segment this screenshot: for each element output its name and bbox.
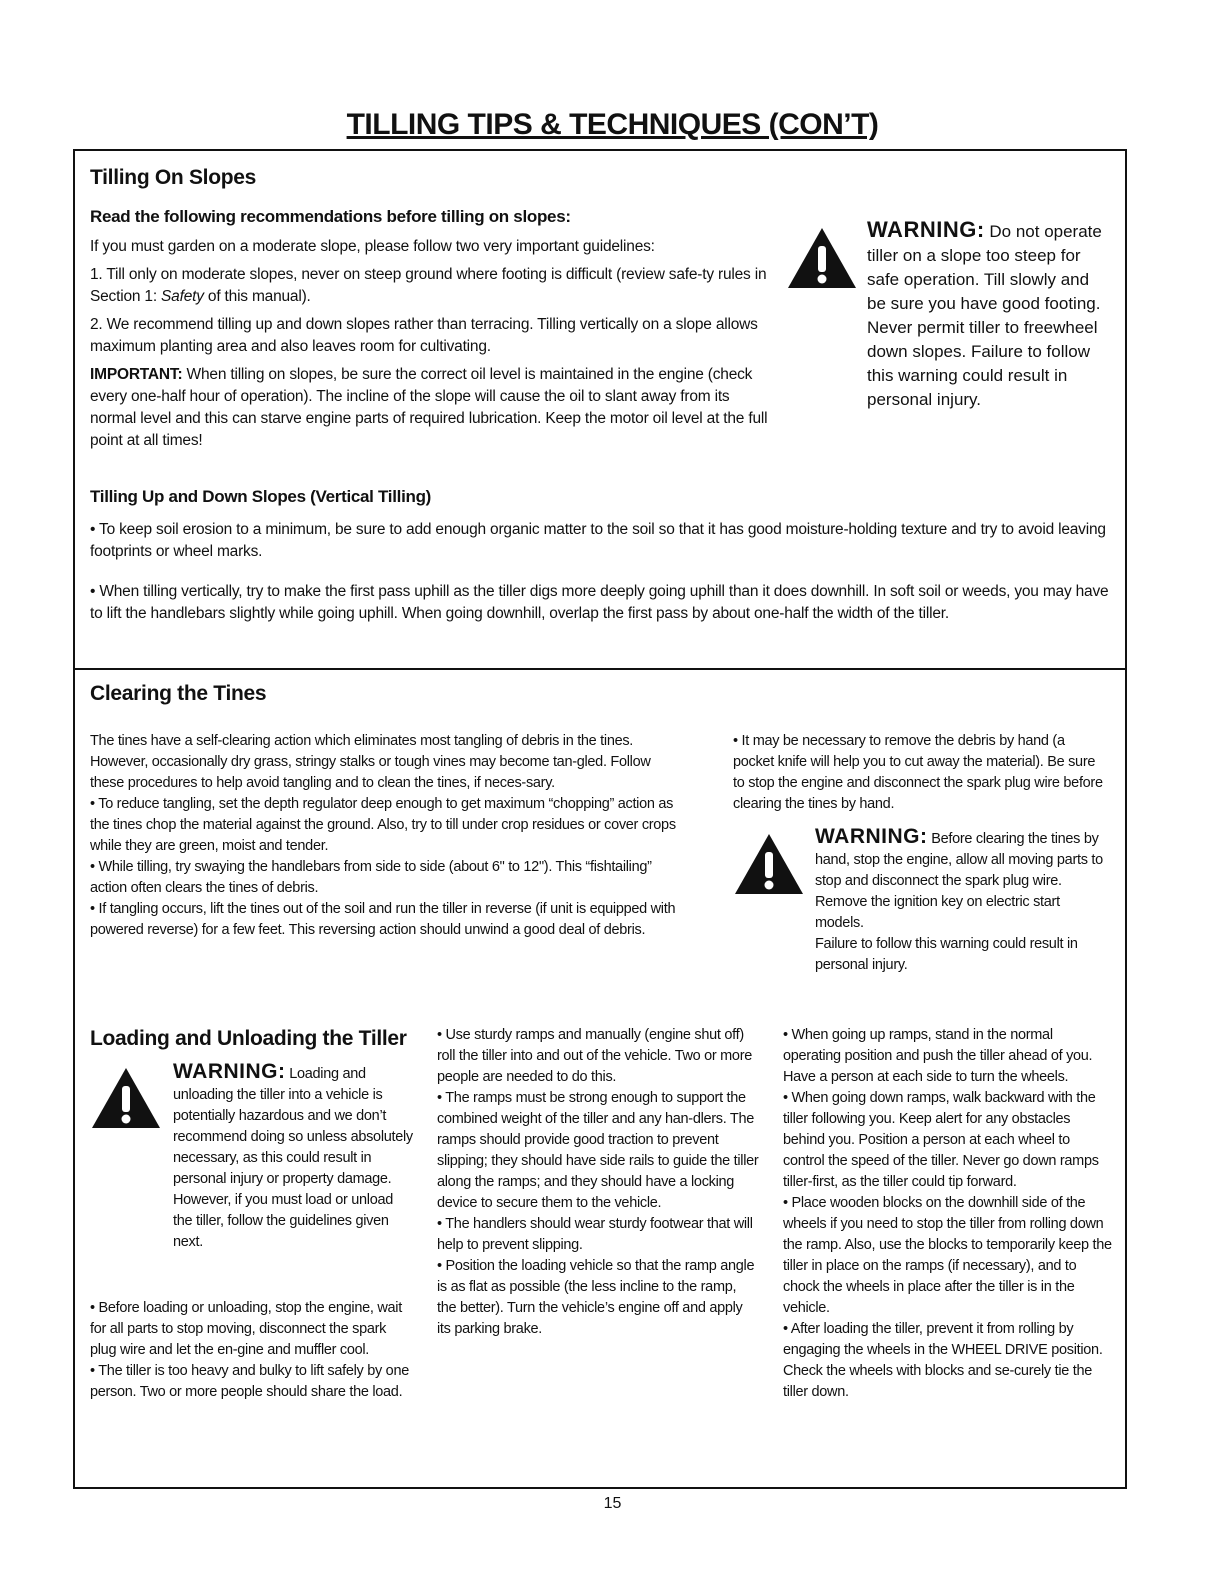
loading-warning: WARNING: Loading and unloading the tiller into a vehicle is potentially hazardous and we don’t recommend doing so unless absolutely necessary, as this could result in personal injury or property damage. However, if you must load or unload the tiller, follow the guidelines given next.	[173, 1060, 413, 1250]
tines-bullet-3: • If tangling occurs, lift the tines out of the soil and run the tiller in reverse (if unit is equipped with powered reverse) for a few feet. This reversing action should unwind a good deal of debris.	[90, 901, 676, 938]
slopes-body	[90, 236, 770, 458]
tines-bullet-1: • To reduce tangling, set the depth regulator deep enough to get maximum “chopping” action as the tines chop the material against the ground. Also, try to till under crop residues or cover crops while they are green, moist and tender.	[90, 796, 676, 854]
warning-triangle-icon	[786, 226, 858, 290]
warning-label: WARNING:	[815, 825, 928, 848]
vertical-bullet-2: • When tilling vertically, try to make the first pass uphill as the tiller digs more deeply going uphill than it does downhill. In soft soil or weeds, you may have to lift the handlebars slightly while going uphill. When going downhill, overlap the first pass by about one-half the width of the tiller.	[90, 583, 1109, 622]
loading-bullet-7: • When going up ramps, stand in the normal operating position and push the tiller ahead of you. Have a person at each side to turn the wheels.	[783, 1027, 1093, 1085]
slopes-guideline-1: 1. Till only on moderate slopes, never on steep ground where footing is difficult (review safe-ty rules in Section 1: Safety of this manual).	[90, 266, 767, 305]
slopes-guideline-2: 2. We recommend tilling up and down slopes rather than terracing. Tilling vertically on a slope allows maximum planting area and also leaves room for cultivating.	[90, 316, 758, 355]
tines-left-column	[90, 731, 684, 941]
tines-heading: Clearing the Tines	[90, 682, 267, 705]
tines-right-column	[733, 731, 1109, 815]
slopes-important: IMPORTANT: When tilling on slopes, be sure the correct oil level is maintained in the engine (check every one-half hour of operation). The incline of the slope will cause the oil to slant away from its normal level and this can starve engine parts of required lubrication. Keep the motor oil level at the full point at all times!	[90, 366, 768, 449]
slopes-subheading: Read the following recommendations before tilling on slopes:	[90, 207, 571, 226]
page-number: 15	[603, 1495, 622, 1512]
vertical-tilling-heading: Tilling Up and Down Slopes (Vertical Tilling)	[90, 487, 432, 506]
slopes-heading: Tilling On Slopes	[90, 166, 257, 189]
loading-bullet-5: • The handlers should wear sturdy footwear that will help to prevent slipping.	[437, 1216, 753, 1253]
vertical-bullet-1: • To keep soil erosion to a minimum, be sure to add enough organic matter to the soil so that it has good moisture-holding texture and try to avoid leaving footprints or wheel marks.	[90, 521, 1106, 560]
slopes-intro: If you must garden on a moderate slope, please follow two very important guidelines:	[90, 238, 655, 255]
loading-bullet-9: • Place wooden blocks on the downhill side of the wheels if you need to stop the tiller from rolling down the ramp. Also, use the blocks to temporarily keep the tiller in place on the ramps (if necessary), and to chock the wheels in place after the tiller is in the vehicle.	[783, 1195, 1112, 1316]
loading-bullet-6: • Position the loading vehicle so that the ramp angle is as flat as possible (the less incline to the ramp, the better). Turn the vehicle’s engine off and apply its parking brake.	[437, 1258, 755, 1337]
slopes-warning: WARNING: Do not operate tiller on a slope too steep for safe operation. Till slowly and be sure you have good footing. Never permit tiller to freewheel down slopes. Failure to follow this warning could result in personal injury.	[867, 217, 1102, 409]
tines-bullet-2: • While tilling, try swaying the handlebars from side to side (about 6" to 12"). This “fishtailing” action often clears the tines of debris.	[90, 859, 652, 896]
tines-bullet-4: • It may be necessary to remove the debris by hand (a pocket knife will help you to cut away the material). Be sure to stop the engine and disconnect the spark plug wire before clearing the tines by hand.	[733, 733, 1103, 812]
warning-label: WARNING:	[867, 217, 985, 242]
vertical-tilling-body	[90, 519, 1112, 631]
tines-intro: The tines have a self-clearing action which eliminates most tangling of debris in the tines. However, occasionally dry grass, stringy stalks or tough vines may become tan-gled. Follow these procedures to help avoid tangling and to clean the tines, if neces-sary.	[90, 733, 651, 791]
loading-column-3	[783, 1025, 1113, 1403]
loading-bullet-8: • When going down ramps, walk backward with the tiller following you. Keep alert for any obstacles behind you. Position a person at each wheel to control the speed of the tiller. Never go down ramps tiller-first, as the tiller could tip forward.	[783, 1090, 1099, 1190]
loading-bullet-10: • After loading the tiller, prevent it from rolling by engaging the wheels in the WHEEL DRIVE position. Check the wheels with blocks and se-curely tie the tiller down.	[783, 1321, 1103, 1400]
loading-bullet-3: • Use sturdy ramps and manually (engine shut off) roll the tiller into and out of the vehicle. Two or more people are needed to do this.	[437, 1027, 752, 1085]
loading-bullet-1: • Before loading or unloading, stop the engine, wait for all parts to stop moving, disconnect the spark plug wire and let the en-gine and muffler cool.	[90, 1300, 402, 1358]
tines-warning: WARNING: Before clearing the tines by hand, stop the engine, allow all moving parts to stop and disconnect the spark plug wire. Remove the ignition key on electric start models. Failure to follow this warning could result in personal injury.	[815, 825, 1103, 973]
section-divider	[73, 668, 1127, 670]
loading-bullet-2: • The tiller is too heavy and bulky to lift safely by one person. Two or more people should share the load.	[90, 1363, 409, 1400]
loading-column-2	[437, 1025, 759, 1340]
warning-triangle-icon	[90, 1066, 162, 1130]
loading-bullet-4: • The ramps must be strong enough to support the combined weight of the tiller and any han-dlers. The ramps should provide good traction to prevent slipping; they should have side rails to guide the tiller along the ramps; and they should have a locking device to secure them to the vehicle.	[437, 1090, 759, 1211]
loading-column-1	[90, 1298, 412, 1403]
loading-heading: Loading and Unloading the Tiller	[90, 1027, 407, 1050]
page-title: TILLING TIPS & TECHNIQUES (CON’T)	[346, 108, 879, 141]
warning-triangle-icon	[733, 832, 805, 896]
warning-label: WARNING:	[173, 1060, 286, 1083]
